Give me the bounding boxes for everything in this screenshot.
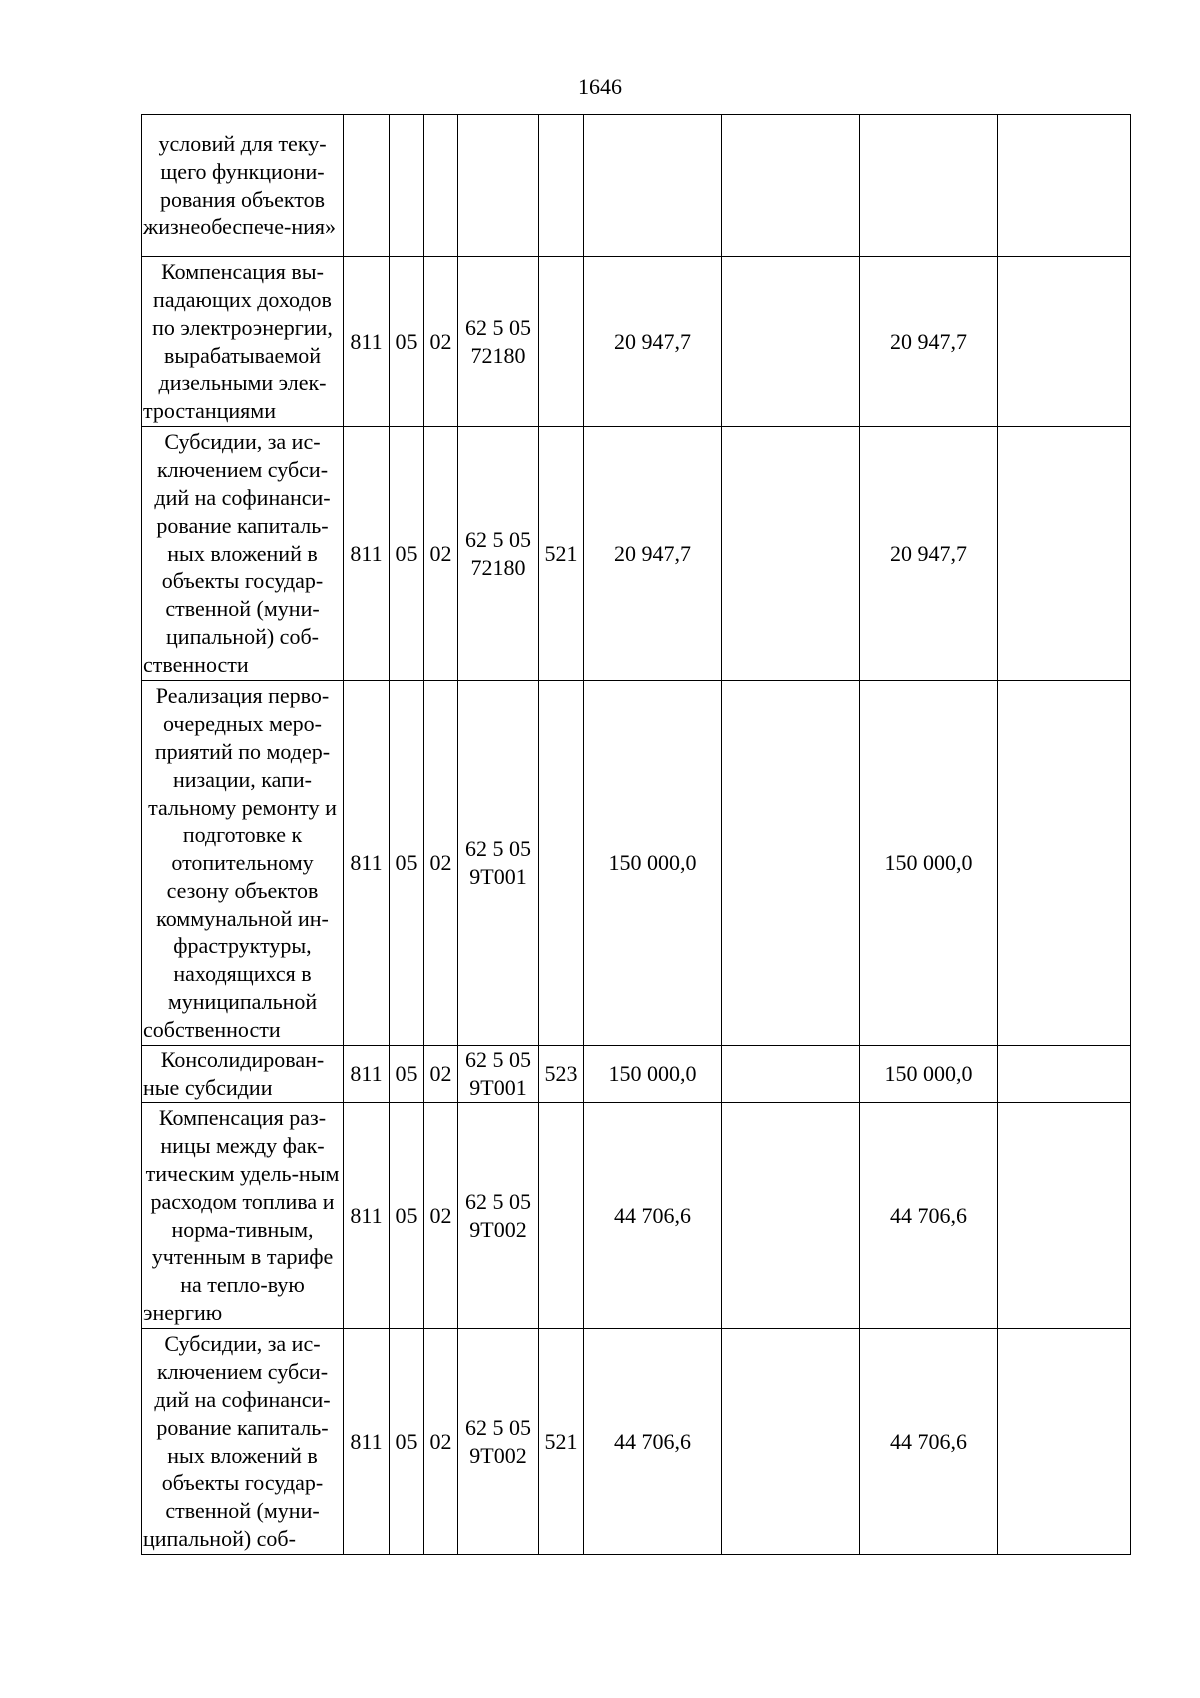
cell-gr: 811 xyxy=(344,427,390,681)
cell-csr: 62 5 05 9Т002 xyxy=(458,1329,539,1555)
cell-amount-2 xyxy=(860,115,998,257)
cell-pr: 02 xyxy=(424,1103,458,1329)
cell-amount: 150 000,0 xyxy=(584,681,722,1046)
cell-rz: 05 xyxy=(390,681,424,1046)
cell-gr: 811 xyxy=(344,1103,390,1329)
table-row xyxy=(142,257,1131,427)
table-row xyxy=(142,1103,1131,1329)
cell-vr xyxy=(539,1103,584,1329)
table-row xyxy=(142,115,1131,257)
row-name: Компенсация раз-ницы между фак-тическим удель-ным расходом топлива и норма-тивным, учтенным в тарифе на тепло-вую энергию xyxy=(142,1103,344,1329)
table-row xyxy=(142,1329,1131,1555)
row-name: Субсидии, за ис-ключением субси-дий на софинанси-рование капиталь-ных вложений в объекты государ-ственной (муни-ципальной) соб-ственности xyxy=(142,427,344,681)
cell-amount-2: 44 706,6 xyxy=(860,1103,998,1329)
cell-amount: 150 000,0 xyxy=(584,1046,722,1103)
cell-pr: 02 xyxy=(424,257,458,427)
cell-rz: 05 xyxy=(390,427,424,681)
cell-gr: 811 xyxy=(344,1329,390,1555)
cell-pr: 02 xyxy=(424,1046,458,1103)
cell-col9 xyxy=(998,427,1131,681)
cell-col9 xyxy=(998,1103,1131,1329)
cell-rz: 05 xyxy=(390,257,424,427)
budget-table xyxy=(141,114,1131,1555)
cell-rz: 05 xyxy=(390,1103,424,1329)
cell-vr: 521 xyxy=(539,427,584,681)
cell-amount-2: 20 947,7 xyxy=(860,427,998,681)
cell-vr: 521 xyxy=(539,1329,584,1555)
cell-amount: 20 947,7 xyxy=(584,427,722,681)
row-name: Реализация перво-очередных меро-приятий по модер-низации, капи-тальному ремонту и подготовке к отопительному сезону объектов коммунальной ин-фраструктуры, находящихся в муниципальной собственности xyxy=(142,681,344,1046)
cell-amount: 44 706,6 xyxy=(584,1329,722,1555)
cell-col7 xyxy=(722,1046,860,1103)
cell-csr: 62 5 05 9Т001 xyxy=(458,681,539,1046)
cell-amount-2: 44 706,6 xyxy=(860,1329,998,1555)
cell-gr: 811 xyxy=(344,681,390,1046)
cell-rz xyxy=(390,115,424,257)
cell-vr: 523 xyxy=(539,1046,584,1103)
cell-pr: 02 xyxy=(424,681,458,1046)
cell-col7 xyxy=(722,681,860,1046)
cell-col7 xyxy=(722,1103,860,1329)
cell-csr: 62 5 05 9Т001 xyxy=(458,1046,539,1103)
cell-gr xyxy=(344,115,390,257)
cell-amount-2: 150 000,0 xyxy=(860,681,998,1046)
cell-vr xyxy=(539,115,584,257)
cell-gr: 811 xyxy=(344,1046,390,1103)
cell-csr xyxy=(458,115,539,257)
cell-pr: 02 xyxy=(424,1329,458,1555)
cell-col9 xyxy=(998,1046,1131,1103)
cell-col9 xyxy=(998,115,1131,257)
cell-vr xyxy=(539,681,584,1046)
cell-csr: 62 5 05 9Т002 xyxy=(458,1103,539,1329)
cell-rz: 05 xyxy=(390,1046,424,1103)
cell-amount xyxy=(584,115,722,257)
cell-vr xyxy=(539,257,584,427)
cell-col7 xyxy=(722,257,860,427)
cell-amount: 20 947,7 xyxy=(584,257,722,427)
cell-amount: 44 706,6 xyxy=(584,1103,722,1329)
cell-pr: 02 xyxy=(424,427,458,681)
cell-pr xyxy=(424,115,458,257)
table-row xyxy=(142,681,1131,1046)
cell-col7 xyxy=(722,115,860,257)
table-body xyxy=(142,115,1131,1555)
table-row xyxy=(142,1046,1131,1103)
row-name: Субсидии, за ис-ключением субси-дий на софинанси-рование капиталь-ных вложений в объекты государ-ственной (муни-ципальной) соб- xyxy=(142,1329,344,1555)
cell-gr: 811 xyxy=(344,257,390,427)
cell-amount-2: 20 947,7 xyxy=(860,257,998,427)
cell-csr: 62 5 05 72180 xyxy=(458,257,539,427)
cell-col9 xyxy=(998,681,1131,1046)
cell-rz: 05 xyxy=(390,1329,424,1555)
cell-col7 xyxy=(722,1329,860,1555)
page-number: 1646 xyxy=(578,74,622,99)
table-row xyxy=(142,427,1131,681)
cell-col9 xyxy=(998,1329,1131,1555)
row-name: условий для теку-щего функциони-рования объектов жизнеобеспече-ния» xyxy=(142,115,344,257)
cell-csr: 62 5 05 72180 xyxy=(458,427,539,681)
cell-col9 xyxy=(998,257,1131,427)
row-name: Компенсация вы-падающих доходов по электроэнергии, вырабатываемой дизельными элек-тростанциями xyxy=(142,257,344,427)
cell-amount-2: 150 000,0 xyxy=(860,1046,998,1103)
row-name: Консолидирован-ные субсидии xyxy=(142,1046,344,1103)
cell-col7 xyxy=(722,427,860,681)
